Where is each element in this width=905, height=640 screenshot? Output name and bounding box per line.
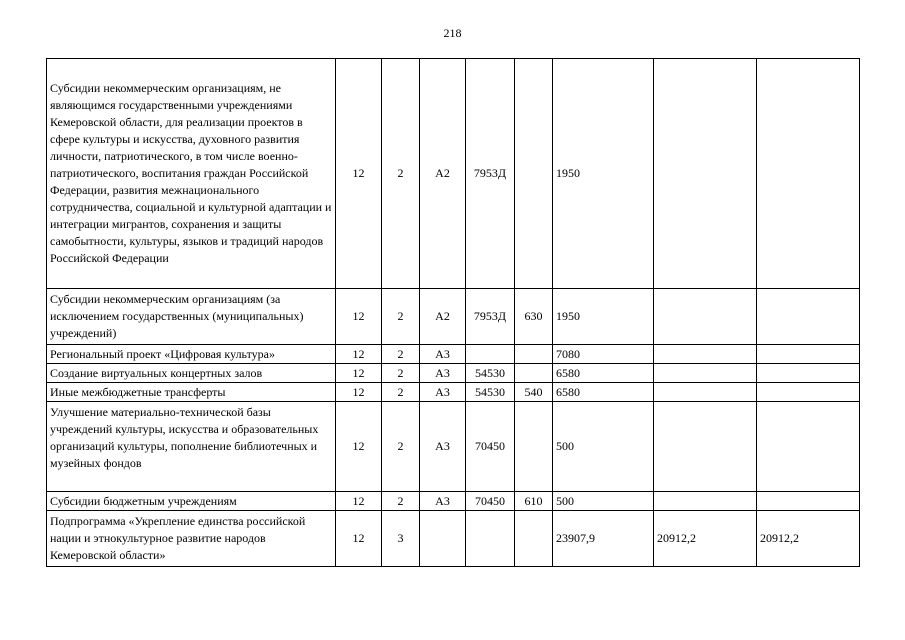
row-article: 70450 (466, 492, 515, 511)
row-program: А3 (420, 345, 466, 364)
row-section: 12 (336, 402, 382, 492)
row-amount-1: 1950 (553, 59, 654, 289)
row-subsection: 2 (382, 59, 420, 289)
row-amount-2 (654, 492, 757, 511)
row-amount-3 (757, 492, 860, 511)
row-expense-type (515, 402, 553, 492)
row-program: А3 (420, 402, 466, 492)
row-expense-type: 540 (515, 383, 553, 402)
row-article: 54530 (466, 383, 515, 402)
row-expense-type (515, 345, 553, 364)
row-amount-1: 500 (553, 492, 654, 511)
row-section: 12 (336, 59, 382, 289)
row-article: 70450 (466, 402, 515, 492)
row-program: А2 (420, 59, 466, 289)
row-amount-2 (654, 345, 757, 364)
row-subsection: 2 (382, 492, 420, 511)
row-expense-type (515, 364, 553, 383)
row-amount-1: 23907,9 (553, 511, 654, 567)
row-name: Улучшение материально-технической базы учреждений культуры, искусства и образовательных организаций культуры, пополнение библиотечных и музейных фондов (47, 402, 336, 492)
row-article: 7953Д (466, 289, 515, 345)
row-section: 12 (336, 364, 382, 383)
page-number: 218 (443, 26, 462, 40)
table-row (47, 492, 860, 511)
row-article (466, 511, 515, 567)
row-program: А3 (420, 364, 466, 383)
row-amount-3 (757, 345, 860, 364)
row-amount-3 (757, 289, 860, 345)
row-subsection: 2 (382, 289, 420, 345)
row-subsection: 3 (382, 511, 420, 567)
row-subsection: 2 (382, 364, 420, 383)
row-name: Создание виртуальных концертных залов (47, 364, 336, 383)
row-section: 12 (336, 511, 382, 567)
table-row (47, 59, 860, 289)
row-amount-3 (757, 364, 860, 383)
row-section: 12 (336, 289, 382, 345)
row-name: Субсидии бюджетным учреждениям (47, 492, 336, 511)
row-subsection: 2 (382, 383, 420, 402)
table-row (47, 511, 860, 567)
row-name: Субсидии некоммерческим организациям, не являющимся государственными учреждениями Кемеровской области, для реализации проектов в сфере культуры и искусства, духовного развития личности, патриотического, в том числе военно-патриотического, воспитания граждан Российской Федерации, развития межнационального сотрудничества, социальной и культурной адаптации и интеграции мигрантов, сохранения и защиты самобытности, культуры, языков и традиций народов Российской Федерации (47, 59, 336, 289)
row-expense-type (515, 59, 553, 289)
row-name: Региональный проект «Цифровая культура» (47, 345, 336, 364)
row-section: 12 (336, 345, 382, 364)
row-amount-1: 500 (553, 402, 654, 492)
table-row (47, 383, 860, 402)
row-amount-2 (654, 59, 757, 289)
row-article (466, 345, 515, 364)
row-subsection: 2 (382, 345, 420, 364)
row-amount-2 (654, 383, 757, 402)
row-amount-1: 6580 (553, 383, 654, 402)
row-program: А3 (420, 383, 466, 402)
row-expense-type: 630 (515, 289, 553, 345)
row-expense-type (515, 511, 553, 567)
row-amount-3 (757, 383, 860, 402)
table-row (47, 402, 860, 492)
row-subsection: 2 (382, 402, 420, 492)
row-amount-3 (757, 402, 860, 492)
row-amount-2 (654, 289, 757, 345)
row-name: Иные межбюджетные трансферты (47, 383, 336, 402)
row-program (420, 511, 466, 567)
table-row (47, 345, 860, 364)
row-expense-type: 610 (515, 492, 553, 511)
row-name: Подпрограмма «Укрепление единства российской нации и этнокультурное развитие народов Кемеровской области» (47, 511, 336, 567)
row-section: 12 (336, 383, 382, 402)
row-article: 54530 (466, 364, 515, 383)
row-amount-3: 20912,2 (757, 511, 860, 567)
row-amount-1: 1950 (553, 289, 654, 345)
row-amount-2 (654, 402, 757, 492)
row-program: А2 (420, 289, 466, 345)
row-name: Субсидии некоммерческим организациям (за исключением государственных (муниципальных) учреждений) (47, 289, 336, 345)
table-row (47, 364, 860, 383)
row-amount-2: 20912,2 (654, 511, 757, 567)
row-amount-2 (654, 364, 757, 383)
budget-table (46, 58, 860, 567)
table-row (47, 289, 860, 345)
row-amount-3 (757, 59, 860, 289)
row-program: А3 (420, 492, 466, 511)
row-amount-1: 7080 (553, 345, 654, 364)
row-amount-1: 6580 (553, 364, 654, 383)
row-section: 12 (336, 492, 382, 511)
row-article: 7953Д (466, 59, 515, 289)
